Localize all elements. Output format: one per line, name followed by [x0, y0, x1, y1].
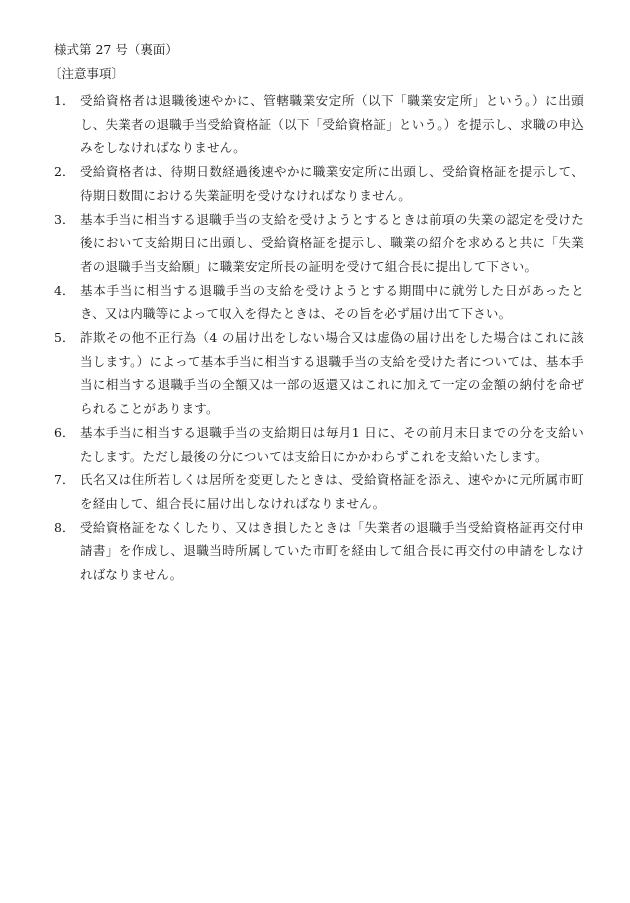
- note-item-3: [54, 208, 584, 279]
- note-number: 5．: [54, 330, 75, 346]
- note-number: 7．: [54, 472, 75, 488]
- note-text: 基本手当に相当する退職手当の支給を受けようとするときは前項の失業の認定を受けた後において支給期日に出頭し、受給資格証を提示し、職業の紹介を求めると共に「失業者の退職手当支給願」に職業安定所長の証明を受けて組合長に提出して下さい。: [80, 211, 584, 274]
- note-item-6: [54, 421, 584, 468]
- note-number: 6．: [54, 424, 75, 440]
- note-item-4: [54, 279, 584, 326]
- note-text: 詐欺その他不正行為（4 の届け出をしない場合又は虚偽の届け出をした場合はこれに該当します。）によって基本手当に相当する退職手当の支給を受けた者については、基本手当に相当する退職手当の全額又は一部の返還又はこれに加えて一定の金額の納付を命ぜられることがあります。: [80, 330, 584, 417]
- note-text: 受給資格者は、待期日数経過後速やかに職業安定所に出頭し、受給資格証を提示して、待期日数間における失業証明を受けなければなりません。: [80, 164, 584, 203]
- note-text: 受給資格者は退職後速やかに、管轄職業安定所（以下「職業安定所」という。）に出頭し、失業者の退職手当受給資格証（以下「受給資格証」という。）を提示し、求職の申込みをしなければなりません。: [80, 93, 584, 156]
- note-item-2: [54, 160, 584, 207]
- note-item-7: [54, 468, 584, 515]
- note-text: 受給資格証をなくしたり、又はき損したときは「失業者の退職手当受給資格証再交付申請書」を作成し、退職当時所属していた市町を経由して組合長に再交付の申請をしなければなりません。: [80, 519, 584, 583]
- note-text: 基本手当に相当する退職手当の支給期日は毎月1 日に、その前月末日までの分を支給いたします。ただし最後の分については支給日にかかわらずこれを支給いたします。: [80, 424, 584, 464]
- notes-heading: 〔注意事項〕: [49, 66, 125, 81]
- note-number: 2．: [54, 164, 75, 180]
- note-number: 3．: [54, 211, 75, 227]
- note-number: 8．: [54, 519, 75, 535]
- form-number-label: 様式第 27 号（裏面）: [54, 42, 178, 57]
- note-item-1: [54, 89, 584, 160]
- note-item-5: [54, 326, 584, 421]
- note-number: 4．: [54, 282, 75, 298]
- notes-list: [54, 89, 584, 587]
- note-number: 1．: [54, 93, 75, 108]
- note-text: 氏名又は住所若しくは居所を変更したときは、受給資格証を添え、速やかに元所属市町を経由して、組合長に届け出しなければなりません。: [80, 472, 584, 511]
- note-text: 基本手当に相当する退職手当の支給を受けようとする期間中に就労した日があったとき、又は内職等によって収入を得たときは、その旨を必ず届け出て下さい。: [80, 282, 584, 322]
- note-item-8: [54, 516, 584, 587]
